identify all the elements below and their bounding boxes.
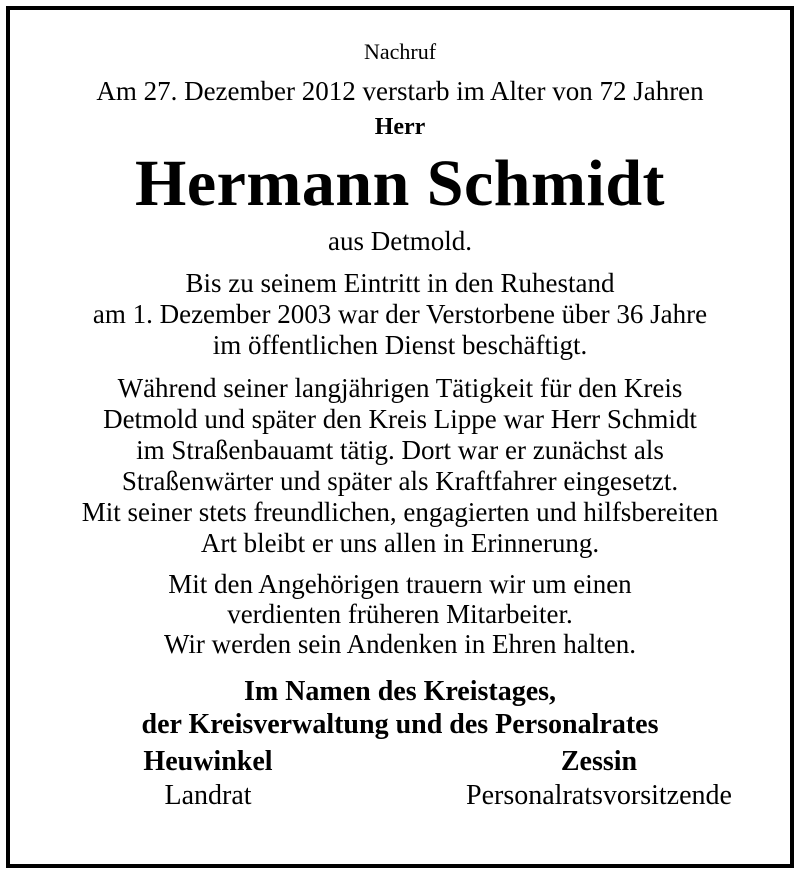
signatory-name: Zessin [560,746,638,777]
paragraph-line: Art bleibt er uns allen in Erinnerung. [200,528,600,558]
paragraph-line: Mit den Angehörigen trauern wir um einen [168,569,632,599]
paragraph-line: Straßenwärter und später als Kraftfahrer eingesetzt. [121,466,679,496]
paragraph-line: im Straßenbauamt tätig. Dort war er zunächst als [136,435,664,465]
organization-line: Im Namen des Kreistages, [243,676,557,707]
paragraph-line: verdienten früheren Mitarbeiter. [227,599,573,629]
paragraph-line: Bis zu seinem Eintritt in den Ruhestand [185,268,615,298]
paragraph-service [10,373,790,559]
paragraph-line: Detmold und später den Kreis Lippe war Herr Schmidt [103,404,697,434]
salutation: Herr [374,114,426,140]
paragraph-mourning [10,569,790,659]
notice-frame [6,6,794,868]
paragraph-line: Mit seiner stets freundlichen, engagierten und hilfsbereiten [81,497,719,527]
paragraph-line: Während seiner langjährigen Tätigkeit für den Kreis [117,373,683,403]
paragraph-line: Wir werden sein Andenken in Ehren halten. [163,629,636,659]
origin: aus Detmold. [328,226,472,256]
organization-block [10,675,790,741]
notice-header: Nachruf [363,39,437,64]
signatory-right [434,745,764,813]
notice-content [10,10,790,817]
notice-intro: Am 27. Dezember 2012 verstarb im Alter von 72 Jahren [96,76,704,106]
signatory-name: Heuwinkel [143,746,273,777]
paragraph-line: am 1. Dezember 2003 war der Verstorbene über 36 Jahre [92,299,708,329]
paragraph-line: im öffentlichen Dienst beschäftigt. [212,330,588,360]
deceased-name: Hermann Schmidt [134,147,666,220]
signatory-role: Personalratsvorsitzende [466,780,732,811]
signatory-role: Landrat [164,780,252,811]
signatures [10,745,790,817]
paragraph-career [10,268,790,361]
organization-line: der Kreisverwaltung und des Personalrates [141,709,659,740]
signatory-left [128,745,288,813]
